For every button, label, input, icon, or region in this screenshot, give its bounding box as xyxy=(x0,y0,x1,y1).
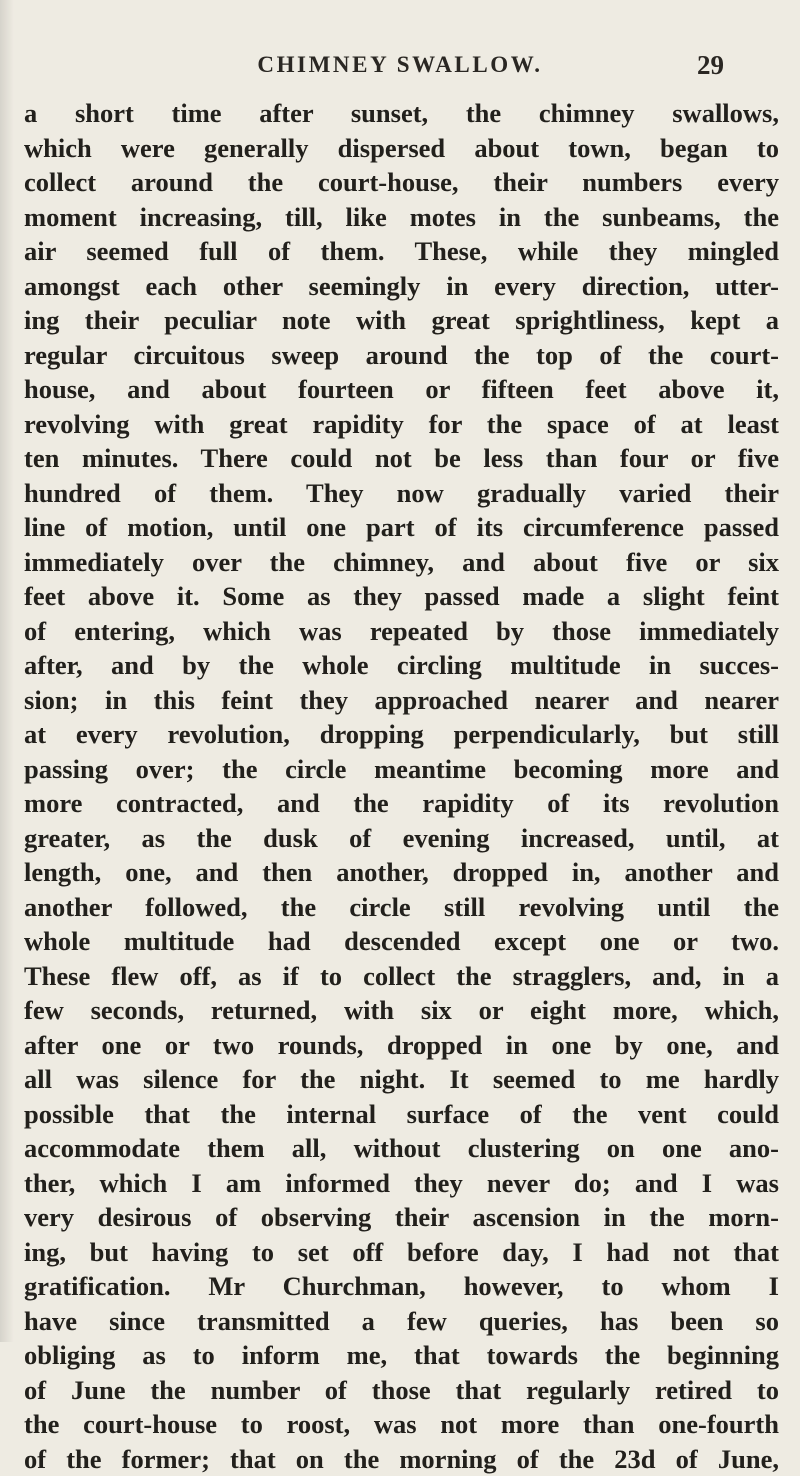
text-line: immediately over the chimney, and about five or six xyxy=(24,545,779,580)
running-title: CHIMNEY SWALLOW. xyxy=(0,52,800,78)
text-line: at every revolution, dropping perpendicularly, but still xyxy=(24,717,779,752)
text-line: the court-house to roost, was not more than one-fourth xyxy=(24,1407,779,1442)
text-line: revolving with great rapidity for the space of at least xyxy=(24,407,779,442)
page-number: 29 xyxy=(697,50,724,81)
text-line: obliging as to inform me, that towards the beginning xyxy=(24,1338,779,1373)
text-line: air seemed full of them. These, while they mingled xyxy=(24,234,779,269)
text-line: greater, as the dusk of evening increased, until, at xyxy=(24,821,779,856)
text-line: very desirous of observing their ascension in the morn- xyxy=(24,1200,779,1235)
text-line: after one or two rounds, dropped in one by one, and xyxy=(24,1028,779,1063)
text-line: after, and by the whole circling multitude in succes- xyxy=(24,648,779,683)
text-line: collect around the court-house, their numbers every xyxy=(24,165,779,200)
text-line: of entering, which was repeated by those immediately xyxy=(24,614,779,649)
text-line: amongst each other seemingly in every direction, utter- xyxy=(24,269,779,304)
text-line: accommodate them all, without clustering on one ano- xyxy=(24,1131,779,1166)
running-head xyxy=(0,50,800,90)
text-line: possible that the internal surface of the vent could xyxy=(24,1097,779,1132)
text-line: moment increasing, till, like motes in the sunbeams, the xyxy=(24,200,779,235)
text-line: all was silence for the night. It seemed to me hardly xyxy=(24,1062,779,1097)
text-line: ing, but having to set off before day, I had not that xyxy=(24,1235,779,1270)
text-line: more contracted, and the rapidity of its revolution xyxy=(24,786,779,821)
text-line: passing over; the circle meantime becoming more and xyxy=(24,752,779,787)
text-line: These flew off, as if to collect the stragglers, and, in a xyxy=(24,959,779,994)
text-line: regular circuitous sweep around the top of the court- xyxy=(24,338,779,373)
text-line: sion; in this feint they approached nearer and nearer xyxy=(24,683,779,718)
text-line: house, and about fourteen or fifteen feet above it, xyxy=(24,372,779,407)
text-line: which were generally dispersed about town, began to xyxy=(24,131,779,166)
text-line: gratification. Mr Churchman, however, to whom I xyxy=(24,1269,779,1304)
text-line: hundred of them. They now gradually varied their xyxy=(24,476,779,511)
text-line: ten minutes. There could not be less than four or five xyxy=(24,441,779,476)
page-gutter-shadow xyxy=(0,0,14,1342)
text-line: ing their peculiar note with great sprightliness, kept a xyxy=(24,303,779,338)
body-text xyxy=(24,96,779,1476)
text-line: whole multitude had descended except one or two. xyxy=(24,924,779,959)
text-line: of the former; that on the morning of the 23d of June, xyxy=(24,1442,779,1476)
text-line: a short time after sunset, the chimney swallows, xyxy=(24,96,779,131)
text-line: feet above it. Some as they passed made a slight feint xyxy=(24,579,779,614)
text-line: another followed, the circle still revolving until the xyxy=(24,890,779,925)
text-line: line of motion, until one part of its circumference passed xyxy=(24,510,779,545)
text-line: length, one, and then another, dropped in, another and xyxy=(24,855,779,890)
text-line: few seconds, returned, with six or eight more, which, xyxy=(24,993,779,1028)
text-line: have since transmitted a few queries, has been so xyxy=(24,1304,779,1339)
text-line: of June the number of those that regularly retired to xyxy=(24,1373,779,1408)
text-line: ther, which I am informed they never do; and I was xyxy=(24,1166,779,1201)
